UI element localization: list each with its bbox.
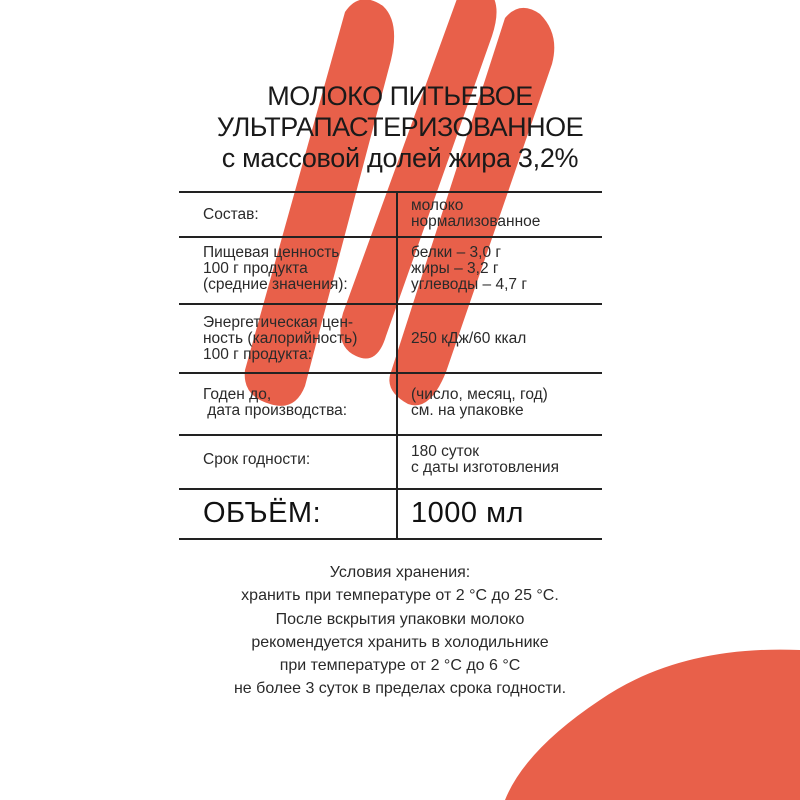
storage-heading: Условия хранения: bbox=[329, 564, 471, 581]
volume-value: 1000 мл bbox=[411, 497, 524, 529]
storage-line: рекомендуется хранить в холодильнике bbox=[251, 633, 549, 651]
table-divider bbox=[179, 236, 602, 238]
table-divider bbox=[179, 434, 602, 436]
shelf-life-value: 180 суток с даты изготовления bbox=[411, 443, 559, 476]
product-title-line-3: с массовой долей жира 3,2% bbox=[221, 143, 579, 173]
energy-value: 250 кДж/60 ккал bbox=[411, 330, 527, 347]
product-title-line-1: МОЛОКО ПИТЬЕВОЕ bbox=[267, 81, 533, 111]
table-divider bbox=[179, 191, 602, 193]
storage-line: После вскрытия упаковки молоко bbox=[275, 610, 525, 628]
energy-label: Энергетическая цен- ность (калорийность) 100 г продукта: bbox=[203, 314, 358, 363]
composition-label: Состав: bbox=[203, 206, 259, 223]
table-divider bbox=[179, 488, 602, 490]
volume-label: ОБЪЁМ: bbox=[203, 497, 322, 529]
nutrition-value: белки – 3,0 г жиры – 3,2 г углеводы – 4,7 г bbox=[411, 244, 527, 293]
storage-line: не более 3 суток в пределах срока годности. bbox=[233, 680, 567, 698]
composition-value: молоко нормализованное bbox=[411, 197, 541, 230]
table-divider bbox=[179, 303, 602, 305]
table-divider bbox=[179, 538, 602, 540]
best-before-label: Годен до, дата производства: bbox=[203, 386, 348, 419]
storage-conditions bbox=[150, 561, 650, 701]
table-column-divider bbox=[396, 191, 398, 538]
shelf-life-label: Срок годности: bbox=[203, 451, 311, 468]
storage-line: при температуре от 2 °С до 6 °С bbox=[279, 657, 521, 675]
table-divider bbox=[179, 372, 602, 374]
product-title-line-2: УЛЬТРАПАСТЕРИЗОВАННОЕ bbox=[216, 112, 584, 142]
best-before-value: (число, месяц, год) см. на упаковке bbox=[411, 386, 548, 419]
storage-line: хранить при температуре от 2 °С до 25 °С. bbox=[241, 587, 559, 605]
nutrition-label: Пищевая ценность 100 г продукта (средние значения): bbox=[203, 244, 348, 293]
